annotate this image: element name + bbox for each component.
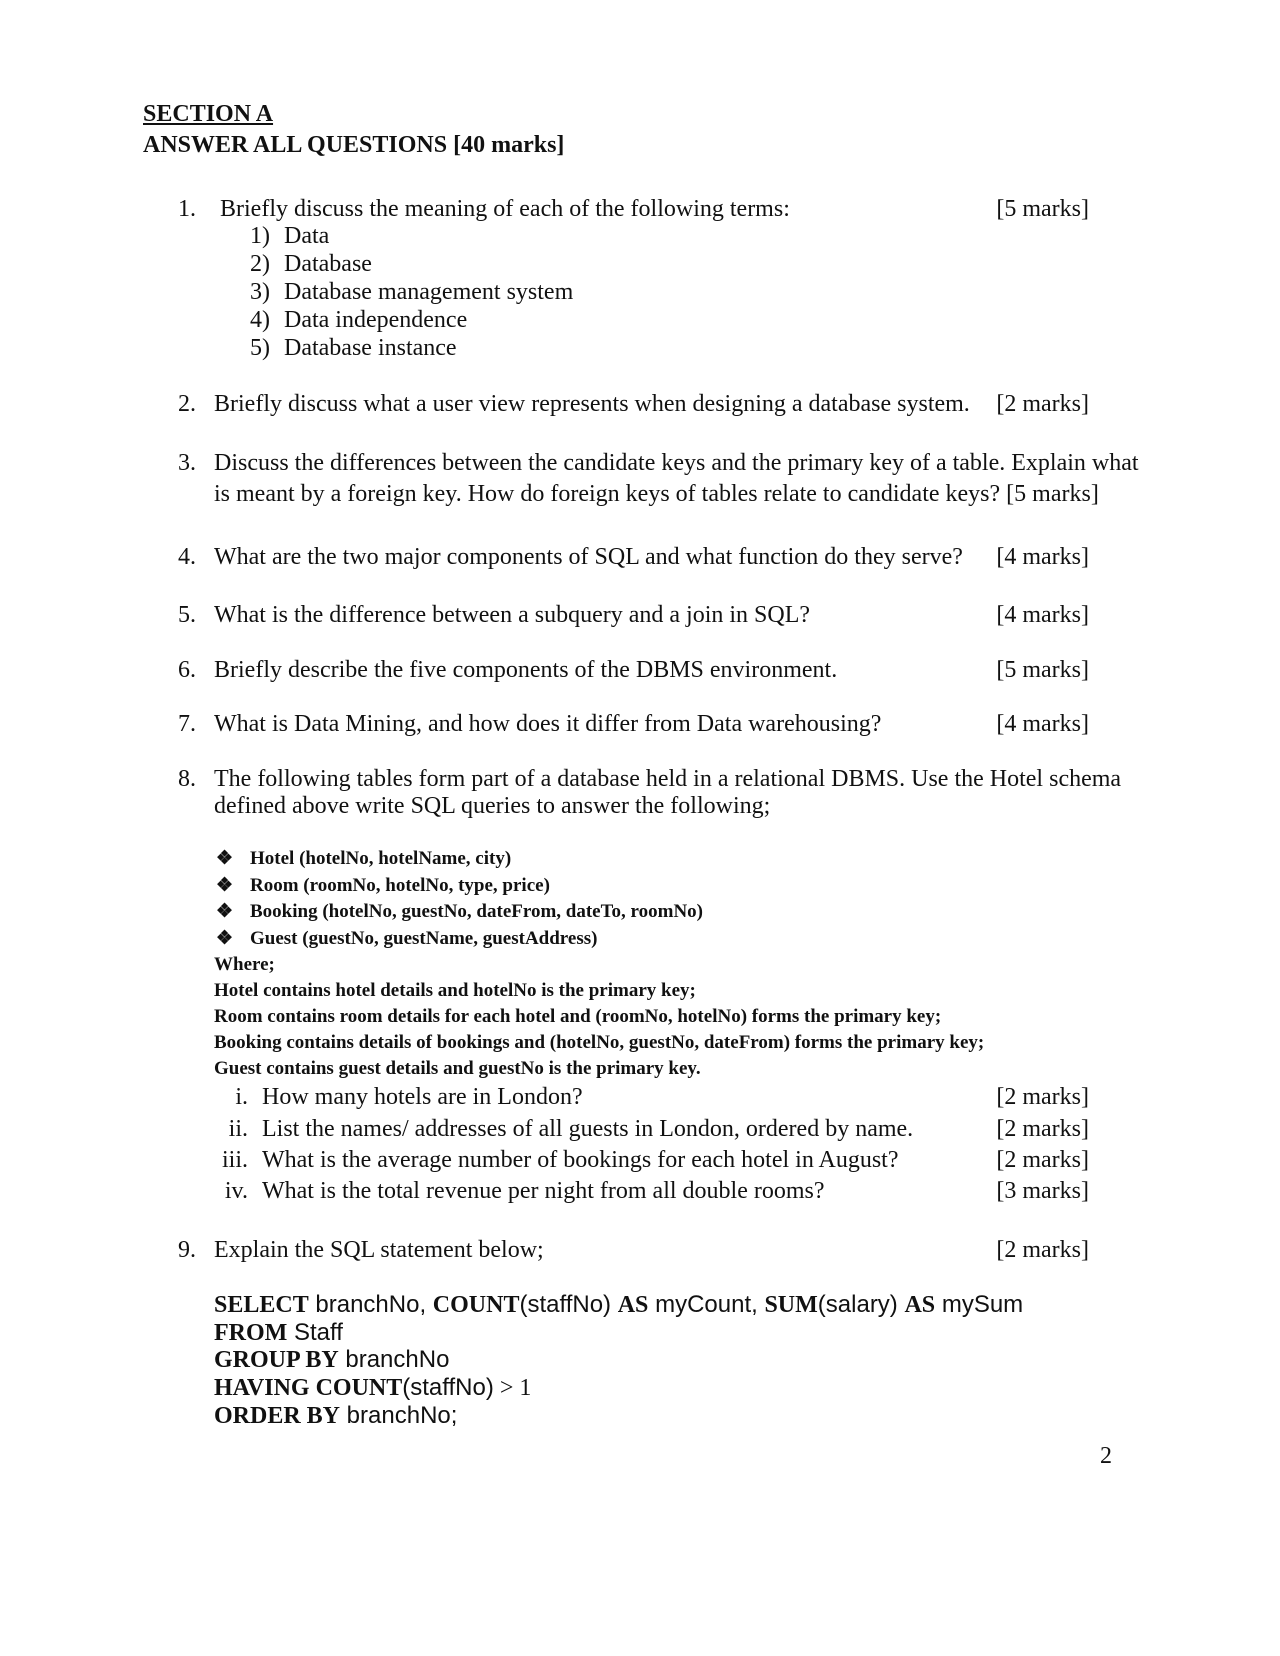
diamond-bullet-icon: ❖ [216, 901, 234, 922]
q4-marks: [4 marks] [996, 544, 1089, 570]
q9-marks: [2 marks] [996, 1237, 1089, 1263]
q7-number: 7. [178, 711, 196, 737]
q3-number: 3. [178, 450, 196, 476]
q1-text: Briefly discuss the meaning of each of the following terms: [220, 196, 790, 222]
q9-text: Explain the SQL statement below; [214, 1237, 544, 1263]
q1-marks: [5 marks] [996, 196, 1089, 222]
q8-line2: defined above write SQL queries to answer the following; [214, 793, 771, 819]
q5-text: What is the difference between a subquery and a join in SQL? [214, 602, 811, 628]
list-item: 3) Database management system [250, 278, 574, 305]
q1-list [250, 222, 573, 362]
sql-line-1: SELECT branchNo, COUNT(staffNo) AS myCount, SUM(salary) AS mySum [214, 1291, 1024, 1318]
q3-line1: Discuss the differences between the candidate keys and the primary key of a table. Explain what [214, 450, 1139, 476]
q9-number: 9. [178, 1237, 196, 1263]
list-item: 2) Database [250, 250, 372, 277]
q6-marks: [5 marks] [996, 657, 1089, 683]
diamond-bullet-icon: ❖ [216, 927, 234, 949]
q8-where: Where; [214, 954, 275, 975]
q4-number: 4. [178, 544, 196, 570]
list-item: ❖ Hotel (hotelNo, hotelName, city) [216, 848, 512, 869]
q8-note-4: Guest contains guest details and guestNo is the primary key. [214, 1058, 701, 1079]
sql-line-5: ORDER BY branchNo; [214, 1402, 458, 1429]
q7-text: What is Data Mining, and how does it differ from Data warehousing? [214, 711, 882, 737]
q8-part-marks: [2 marks] [996, 1147, 1089, 1173]
q8-note-1: Hotel contains hotel details and hotelNo is the primary key; [214, 980, 696, 1001]
q1-number: 1. [178, 196, 196, 222]
diamond-bullet-icon: ❖ [216, 848, 234, 869]
q2-marks: [2 marks] [996, 391, 1089, 417]
list-item: 1) Data [250, 223, 330, 249]
list-item: ❖ Booking (hotelNo, guestNo, dateFrom, dateTo, roomNo) [216, 901, 704, 922]
sql-line-3: GROUP BY branchNo [214, 1346, 450, 1373]
q8-part-marks: [3 marks] [996, 1178, 1089, 1204]
q5-number: 5. [178, 602, 196, 628]
q8-part: ii. List the names/ addresses of all guests in London, ordered by name. [228, 1116, 914, 1142]
q8-number: 8. [178, 766, 196, 792]
section-heading: SECTION A [143, 101, 274, 127]
q8-part-marks: [2 marks] [996, 1116, 1089, 1142]
q8-note-3: Booking contains details of bookings and (hotelNo, guestNo, dateFrom) forms the primary key; [214, 1032, 985, 1053]
q2-number: 2. [178, 391, 196, 417]
diamond-bullet-icon: ❖ [216, 874, 234, 896]
q6-text: Briefly describe the five components of the DBMS environment. [214, 657, 838, 683]
q8-part-marks: [2 marks] [996, 1084, 1089, 1110]
list-item: 4) Data independence [250, 306, 468, 333]
sql-line-4: HAVING COUNT(staffNo) > 1 [214, 1374, 532, 1401]
q6-number: 6. [178, 657, 196, 683]
q8-part: iv. What is the total revenue per night from all double rooms? [224, 1178, 825, 1204]
list-item: ❖ Guest (guestNo, guestName, guestAddress) [216, 927, 598, 949]
page-number: 2 [1100, 1443, 1112, 1469]
q8-part: i. How many hotels are in London? [235, 1084, 583, 1110]
q7-marks: [4 marks] [996, 711, 1089, 737]
q8-note-2: Room contains room details for each hotel and (roomNo, hotelNo) forms the primary key; [214, 1006, 942, 1027]
q2-text: Briefly discuss what a user view represents when designing a database system. [214, 391, 970, 417]
q8-schema-list [216, 848, 703, 954]
q4-text: What are the two major components of SQL and what function do they serve? [214, 544, 963, 570]
list-item: 5) Database instance [250, 334, 457, 361]
q5-marks: [4 marks] [996, 602, 1089, 628]
list-item: ❖ Room (roomNo, hotelNo, type, price) [216, 874, 550, 896]
q3-line2: is meant by a foreign key. How do foreign keys of tables relate to candidate keys? [5 marks] [214, 481, 1099, 507]
section-instruction: ANSWER ALL QUESTIONS [40 marks] [143, 132, 565, 158]
q8-line1: The following tables form part of a database held in a relational DBMS. Use the Hotel schema [214, 766, 1122, 792]
sql-line-2: FROM Staff [214, 1319, 343, 1346]
q8-part: iii. What is the average number of bookings for each hotel in August? [221, 1147, 899, 1173]
